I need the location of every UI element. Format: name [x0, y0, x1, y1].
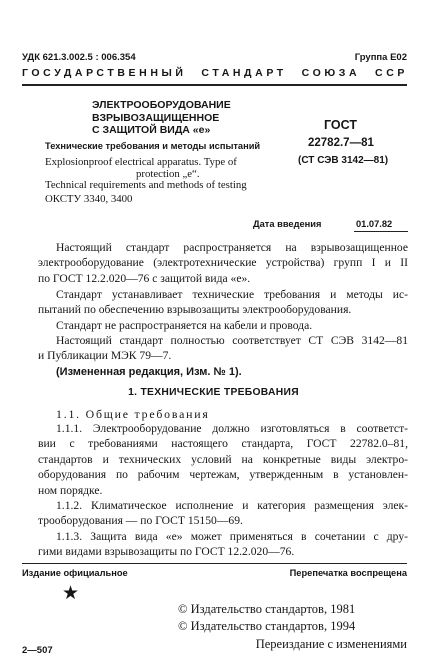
print-code: 2—507: [22, 645, 53, 656]
banner-rule: [22, 84, 407, 86]
exclusion-paragraph: [38, 318, 408, 333]
text-line: пытаний по обеспечению взрывозащиты электрооборудования.: [38, 303, 352, 317]
group-code: Группа Е02: [354, 52, 407, 63]
title-line: ВЗРЫВОЗАЩИЩЕННОЕ: [92, 111, 220, 124]
copyright-line: © Издательство стандартов, 1981: [178, 602, 356, 616]
section-title: 1. ТЕХНИЧЕСКИЕ ТРЕБОВАНИЯ: [128, 387, 299, 398]
effective-date-value: 01.07.82: [356, 219, 393, 229]
star-icon: ★: [62, 582, 80, 604]
english-line: Technical requirements and methods of testing: [45, 179, 247, 192]
text-line: Настоящий стандарт распространяется на взрывозащищенное: [56, 241, 408, 254]
gost-label: ГОСТ: [324, 118, 357, 132]
text-line: вии с требованиями настоящего стандарта, ГОСТ 22782.0–81,: [38, 437, 408, 451]
text-line: и Публикации МЭК 79—7.: [38, 349, 172, 363]
english-title: [45, 157, 247, 192]
text-line: гими видами взрывозащиты по ГОСТ 12.2.020—76.: [38, 545, 295, 559]
purpose-paragraph: [38, 287, 408, 318]
document-subtitle: Технические требования и методы испытаний: [45, 141, 261, 151]
text-line: 1.1.2. Климатическое исполнение и категория размещения элек-: [56, 499, 408, 512]
english-line: Explosionproof electrical apparatus. Type of: [45, 156, 237, 168]
gost-number: 22782.7—81: [308, 137, 374, 149]
text-line: оборудования по рабочим чертежам, утвержденным в установлен-: [38, 468, 408, 482]
english-line: protection „e“.: [136, 167, 200, 180]
footer-rule: [22, 563, 407, 564]
text-line: Стандарт не распространяется на кабели и провода.: [56, 319, 313, 332]
text-line: электрооборудование (электротехнические устройства) групп I и II: [38, 256, 408, 270]
text-line: 1.1.1. Электрооборудование должно изготовляться в соответст-: [56, 422, 408, 435]
amendment-note: (Измененная редакция, Изм. № 1).: [56, 366, 242, 378]
clause-1-1-3: [38, 529, 408, 560]
text-line: 1.1.3. Защита вида «е» может применяться в сочетании с дру-: [56, 530, 408, 543]
clause-1-1-2: [38, 498, 408, 529]
document-title: [92, 99, 231, 137]
text-line: трооборудования — по ГОСТ 15150—69.: [38, 514, 243, 528]
copyright-block: [178, 601, 355, 635]
text-line: ном порядке.: [38, 483, 103, 497]
clause-1-1-1: [38, 421, 408, 498]
udk-code: УДК 621.3.002.5 : 006.354: [22, 52, 136, 63]
copyright-line: © Издательство стандартов, 1994: [178, 619, 356, 633]
reissue-note: Переиздание с изменениями: [255, 637, 407, 651]
state-standard-banner: ГОСУДАРСТВЕННЫЙ СТАНДАРТ СОЮЗА ССР: [22, 67, 408, 79]
reprint-notice: Перепечатка воспрещена: [289, 568, 407, 578]
effective-date-label: Дата введения: [253, 219, 322, 229]
title-line: ЭЛЕКТРООБОРУДОВАНИЕ: [92, 99, 231, 111]
text-line: по ГОСТ 12.2.020—76 с защитой вида «е».: [38, 271, 251, 285]
official-edition-label: Издание официальное: [22, 568, 128, 578]
text-line: Настоящий стандарт полностью соответствует СТ СЭВ 3142—81: [56, 334, 408, 347]
text-line: Стандарт устанавливает технические требования и методы ис-: [56, 288, 408, 301]
text-line: стандартов и технических условий на конкретные виды электро-: [38, 452, 408, 466]
okstu-code: ОКСТУ 3340, 3400: [45, 193, 133, 205]
title-line: С ЗАЩИТОЙ ВИДА «е»: [92, 124, 211, 136]
scope-paragraph: [38, 240, 408, 286]
compliance-paragraph: [38, 333, 408, 364]
date-underline: [354, 231, 408, 232]
subsection-title: 1.1. Общие требования: [56, 407, 210, 421]
sev-number: (СТ СЭВ 3142—81): [298, 155, 389, 166]
